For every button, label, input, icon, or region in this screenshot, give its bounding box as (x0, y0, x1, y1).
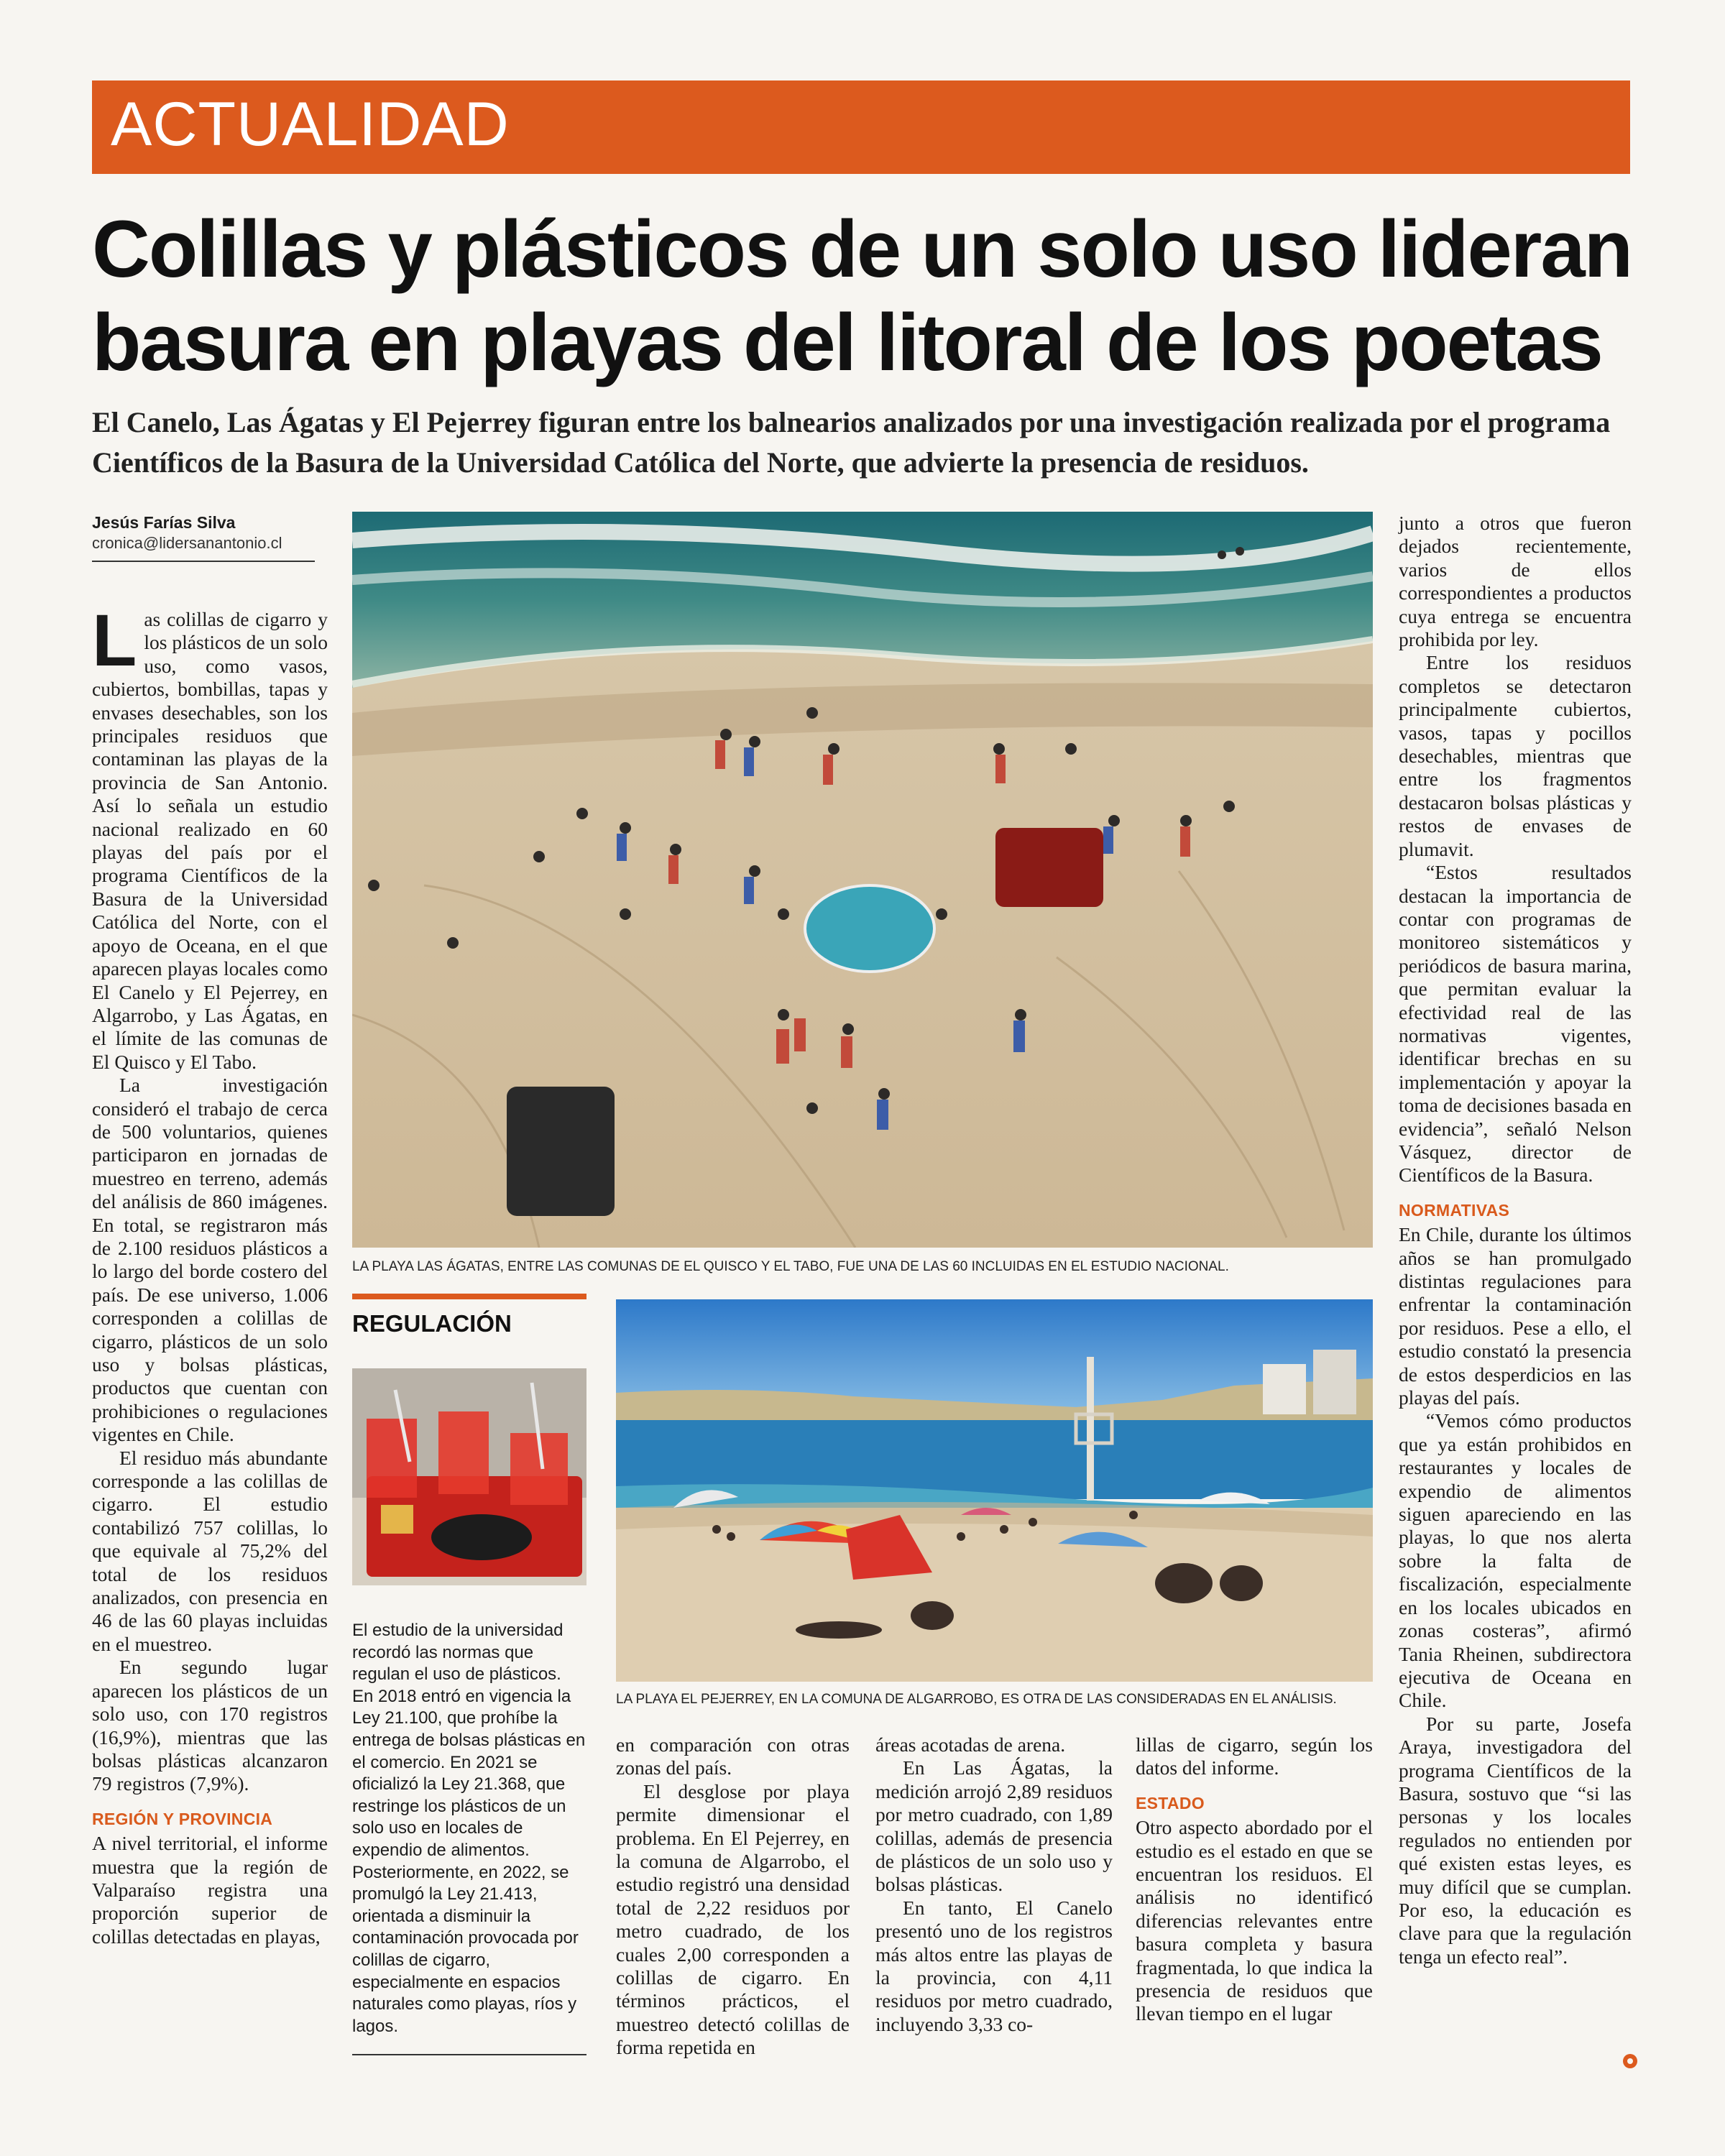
sidebar-text: El estudio de la universidad recordó las normas que regulan el uso de plásticos. En 2018 entró en vigencia la Ley 21.100, que prohíbe la entrega de bolsas plásticas en el comercio. En 2021 se oficializó la Ley 21.368, que restringe los plásticos de un solo uso en locales de expendio de alimentos. Posteriormente, en 2022, se promulgó la Ley 21.413, orientada a disminuir la contaminación provocada por colillas de cigarro, especialmente en espacios naturales como playas, ríos y lagos. (352, 1621, 586, 2036)
photo-plastic-cups (352, 1368, 586, 1585)
end-mark-icon (1622, 2053, 1639, 2070)
photo-caption: LA PLAYA LAS ÁGATAS, ENTRE LAS COMUNAS DE EL QUISCO Y EL TABO, FUE UNA DE LAS 60 INCLUIDAS EN EL ESTUDIO NACIONAL. (352, 1259, 1229, 1274)
paragraph: Entre los residuos completos se detectaron principalmente cubiertos, vasos, tapas y pocillos desechables, mientras que entre los fragmentos destacaron bolsas plásticas y restos de envases de plumavit. (1399, 651, 1632, 860)
paragraph: El residuo más abundante corresponde a las colillas de cigarro. El estudio contabilizó 757 colillas, lo que equivale al 75,2% del total de los residuos analizados, con presencia en 46 de las 60 playas incluidas en el muestreo. (92, 1446, 328, 1655)
article-column-3 (875, 1733, 1113, 2036)
author-name: Jesús Farías Silva (92, 513, 236, 532)
paragraph: A nivel territorial, el informe muestra que la región de Valparaíso registra una proporción superior de colillas detectadas en playas, (92, 1832, 328, 1948)
byline-divider (92, 561, 315, 562)
paragraph: La investigación consideró el trabajo de cerca de 500 voluntarios, quienes participaron en jornadas de muestreo en terreno, además del análisis de 860 imágenes. En total, se registraron más de 2.100 residuos plásticos a lo largo del borde costero del país. De ese universo, 1.006 corresponden a colillas de cigarro, plásticos de un solo uso y bolsas plásticas, productos que cuentan con prohibiciones o regulaciones vigentes en Chile. (92, 1074, 328, 1446)
subheading-estado: ESTADO (1136, 1793, 1205, 1812)
photo-caption: LA PLAYA EL PEJERREY, EN LA COMUNA DE ALGARROBO, ES OTRA DE LAS CONSIDERADAS EN EL ANÁLISIS. (616, 1692, 1337, 1707)
paragraph: En Las Ágatas, la medición arrojó 2,89 residuos por metro cuadrado, con 1,89 colillas, además de presencia de plásticos de un solo uso y bolsas plásticas. (875, 1756, 1113, 1896)
paragraph: en comparación con otras zonas del país. (616, 1733, 850, 1779)
byline (92, 512, 315, 562)
subheading-region: REGIÓN Y PROVINCIA (92, 1809, 273, 1828)
article-column-5 (1399, 512, 1632, 1968)
author-email: cronica@lidersanantonio.cl (92, 534, 282, 552)
paragraph: El desglose por playa permite dimensionar el problema. En El Pejerrey, en la comuna de Algarrobo, el estudio registró una densidad total de 2,22 residuos por metro cuadrado, de los cuales 2,00 corresponden a colillas de cigarro. En términos prácticos, el muestreo detectó colillas de forma repetida en (616, 1779, 850, 2059)
drop-cap: L (92, 599, 137, 681)
section-header (92, 80, 1630, 174)
article-column-2 (616, 1733, 850, 2060)
plastic-cups-image (352, 1368, 586, 1585)
paragraph: En tanto, El Canelo presentó uno de los registros más altos entre las playas de la provincia, con 4,11 residuos por metro cuadrado, incluyendo 3,33 co- (875, 1896, 1113, 2035)
paragraph: Otro aspecto abordado por el estudio es el estado en que se encuentran los residuos. El análisis no identificó diferencias relevantes entre basura completa y basura fragmentada, lo que indica la presencia de residuos que llevan tiempo en el lugar (1136, 1816, 1373, 2025)
headline: Colillas y plásticos de un solo uso lideran basura en playas del litoral de los poetas (92, 204, 1632, 387)
photo-las-agatas (352, 512, 1373, 1248)
paragraph: áreas acotadas de arena. (875, 1733, 1066, 1756)
paragraph: En segundo lugar aparecen los plásticos de un solo uso, con 170 registros (16,9%), mientras que las bolsas plásticas alcanzaron 79 registros (7,9%). (92, 1656, 328, 1795)
beach-aerial-image (352, 512, 1373, 1248)
paragraph: En Chile, durante los últimos años se han promulgado distintas regulaciones para enfrentar la contaminación por residuos. Pese a ello, el estudio constató la presencia de estos desperdicios en las playas del país. (1399, 1223, 1632, 1409)
paragraph: Por su parte, Josefa Araya, investigadora del programa Científicos de la Basura, sostuvo que “si las personas y los locales regulados no entienden por qué existen estas leyes, es muy difícil que se cumplan. Por eso, la educación es clave para que la regulación tenga un efecto real”. (1399, 1712, 1632, 1968)
paragraph: lillas de cigarro, según los datos del informe. (1136, 1733, 1373, 1779)
article-column-1 (92, 599, 328, 1948)
photo-el-pejerrey (616, 1299, 1373, 1682)
section-label: ACTUALIDAD (111, 90, 510, 159)
article-column-4 (1136, 1733, 1373, 2026)
beach-umbrellas-image (616, 1299, 1373, 1682)
subheadline: El Canelo, Las Ágatas y El Pejerrey figuran entre los balnearios analizados por una investigación realizada por el programa Científicos de la Basura de la Universidad Católica del Norte, que advierte la presencia de residuos. (92, 406, 1611, 479)
paragraph (92, 599, 328, 1074)
paragraph: junto a otros que fueron dejados recientemente, varios de ellos correspondientes a productos cuya entrega se encuentra prohibida por ley. (1399, 512, 1632, 651)
sidebar-accent-rule (352, 1294, 586, 1299)
paragraph-text: as colillas de cigarro y los plásticos de un solo uso, como vasos, cubiertos, bombillas, tapas y envases desechables, son los principales residuos que contaminan las playas de la provincia de San Antonio. Así lo señala un estudio nacional realizado en 60 playas del país por el programa Científicos de la Basura de la Universidad Católica del Norte, con el apoyo de Oceana, en el que aparecen playas locales como El Canelo y El Pejerrey, en Algarrobo, y Las Ágatas, en el límite de las comunas de El Quisco y El Tabo. (92, 608, 328, 1073)
sidebar-bottom-rule (352, 2054, 586, 2055)
paragraph: “Vemos cómo productos que ya están prohibidos en restaurantes y locales de expendio de alimentos siguen apareciendo en las playas, lo que nos alerta sobre la falta de fiscalización, especialmente en los locales ubicados en zonas costeras”, afirmó Tania Rheinen, subdirectora ejecutiva de Oceana en Chile. (1399, 1409, 1632, 1712)
sidebar-title: REGULACIÓN (352, 1310, 512, 1337)
paragraph: “Estos resultados destacan la importancia de contar con programas de monitoreo sistemáticos y periódicos de basura marina, que permitan evaluar la efectividad real de las normativas vigentes, identificar brechas en su implementación y apoyar la toma de decisiones basada en evidencia”, señaló Nelson Vásquez, director de Científicos de la Basura. (1399, 861, 1632, 1187)
subheading-normativas: NORMATIVAS (1399, 1200, 1510, 1220)
